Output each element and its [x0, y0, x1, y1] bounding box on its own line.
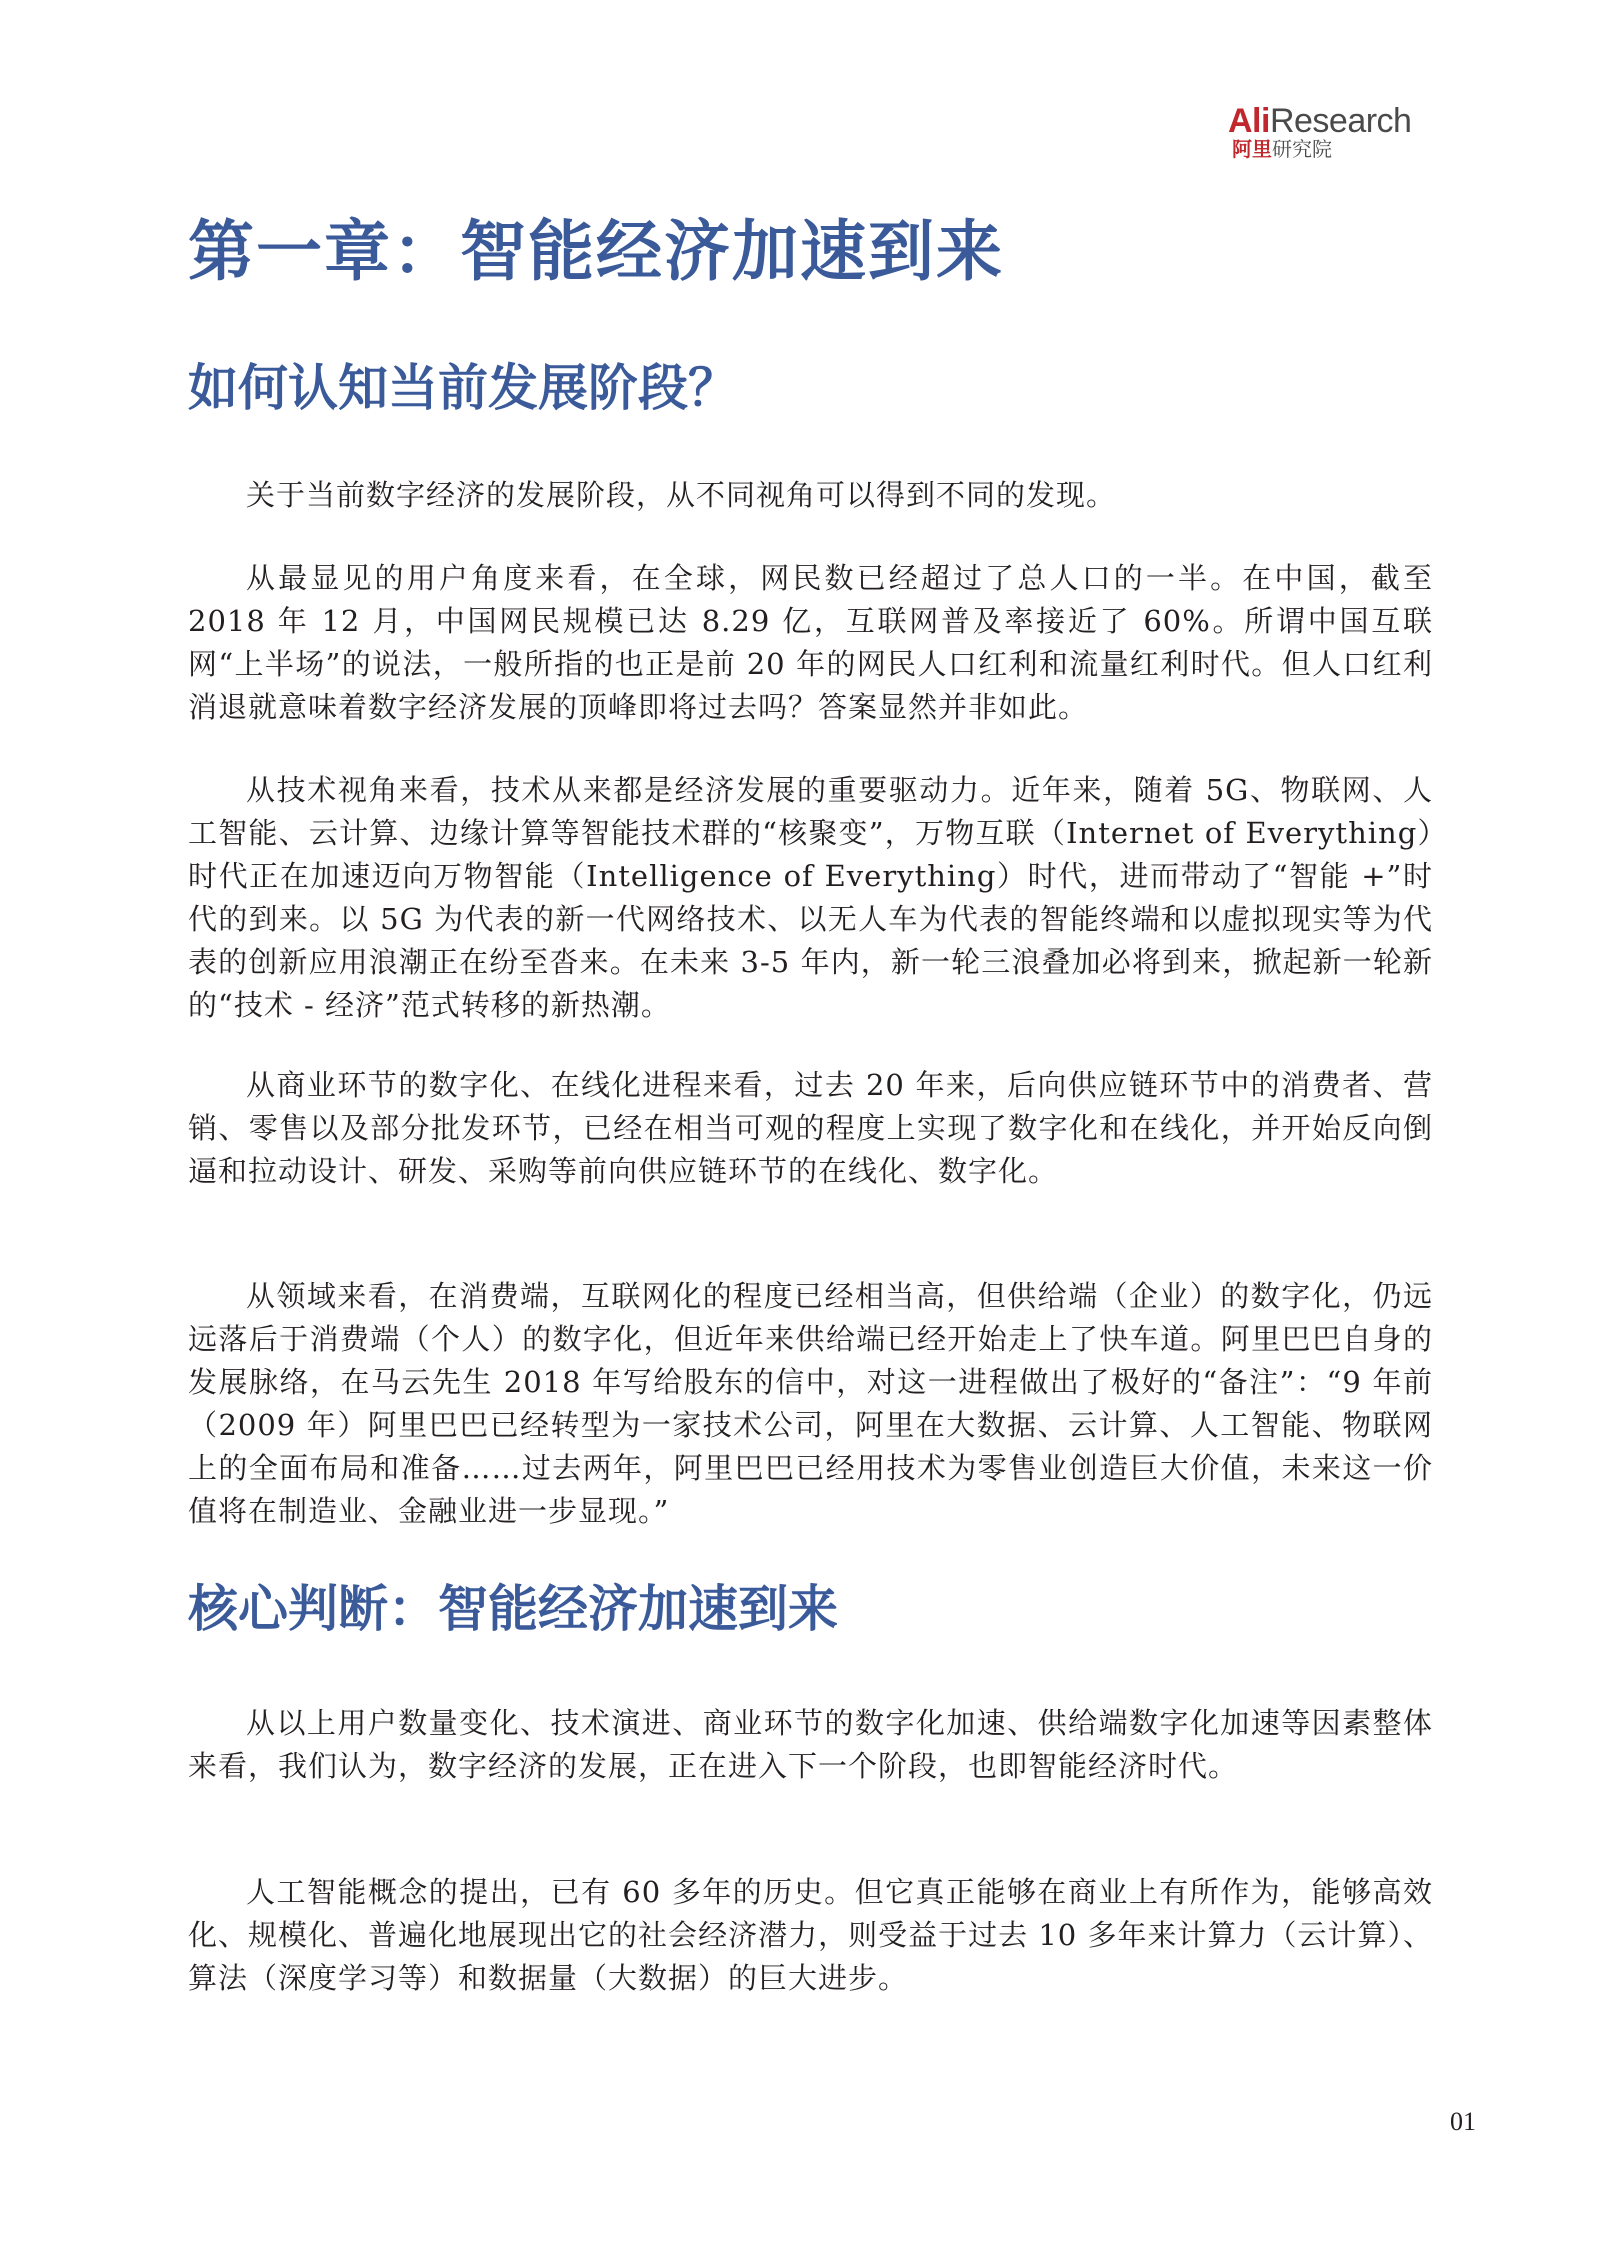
- paragraph: 人工智能概念的提出，已有 60 多年的历史。但它真正能够在商业上有所作为，能够高效化、规模化、普遍化地展现出它的社会经济潜力，则受益于过去 10 多年来计算力（云计算）、算法（深度学习等）和数据量（大数据）的巨大进步。: [188, 1875, 1433, 1995]
- chapter-title: 第一章：智能经济加速到来: [188, 213, 1004, 290]
- paragraph: 从最显见的用户角度来看，在全球，网民数已经超过了总人口的一半。在中国，截至 2018 年 12 月，中国网民规模已达 8.29 亿，互联网普及率接近了 60%。所谓中国互联网“上半场”的说法，一般所指的也正是前 20 年的网民人口红利和流量红利时代。但人口红利消退就意味着数字经济发展的顶峰即将过去吗？答案显然并非如此。: [188, 561, 1433, 724]
- logo-cn-red: 阿里: [1232, 137, 1272, 161]
- section-title-current-stage: 如何认知当前发展阶段？: [188, 359, 738, 417]
- page-number: 01: [1450, 2107, 1476, 2136]
- logo-cn-gray: 研究院: [1272, 137, 1332, 161]
- logo-brand-red: Ali: [1228, 102, 1270, 140]
- paragraph: 关于当前数字经济的发展阶段，从不同视角可以得到不同的发现。: [246, 478, 1117, 512]
- paragraph: 从商业环节的数字化、在线化进程来看，过去 20 年来，后向供应链环节中的消费者、营销、零售以及部分批发环节，已经在相当可观的程度上实现了数字化和在线化，并开始反向倒逼和拉动设计、研发、采购等前向供应链环节的在线化、数字化。: [188, 1068, 1433, 1188]
- logo-wordmark: [1228, 104, 1468, 138]
- paragraph: 从以上用户数量变化、技术演进、商业环节的数字化加速、供给端数字化加速等因素整体来看，我们认为，数字经济的发展，正在进入下一个阶段，也即智能经济时代。: [188, 1706, 1433, 1783]
- paragraph: 从领域来看，在消费端，互联网化的程度已经相当高，但供给端（企业）的数字化，仍远远落后于消费端（个人）的数字化，但近年来供给端已经开始走上了快车道。阿里巴巴自身的发展脉络，在马云先生 2018 年写给股东的信中，对这一进程做出了极好的“备注”：“9 年前（2009 年）阿里巴巴已经转型为一家技术公司，阿里在大数据、云计算、人工智能、物联网上的全面布局和准备……过去两年，阿里巴巴已经用技术为零售业创造巨大价值，未来这一价值将在制造业、金融业进一步显现。”: [188, 1279, 1433, 1528]
- section-title-core-judgement: 核心判断：智能经济加速到来: [188, 1580, 838, 1638]
- logo-chinese-name: [1228, 138, 1468, 160]
- aliresearch-logo: [1228, 104, 1468, 164]
- paragraph: 从技术视角来看，技术从来都是经济发展的重要驱动力。近年来，随着 5G、物联网、人工智能、云计算、边缘计算等智能技术群的“核聚变”，万物互联（Internet of Everything）时代正在加速迈向万物智能（Intelligence of Everything）时代，进而带动了“智能 +”时代的到来。以 5G 为代表的新一代网络技术、以无人车为代表的智能终端和以虚拟现实等为代表的创新应用浪潮正在纷至沓来。在未来 3-5 年内，新一轮三浪叠加必将到来，掀起新一轮新的“技术 - 经济”范式转移的新热潮。: [188, 773, 1433, 1022]
- logo-brand-gray: Research: [1269, 102, 1412, 140]
